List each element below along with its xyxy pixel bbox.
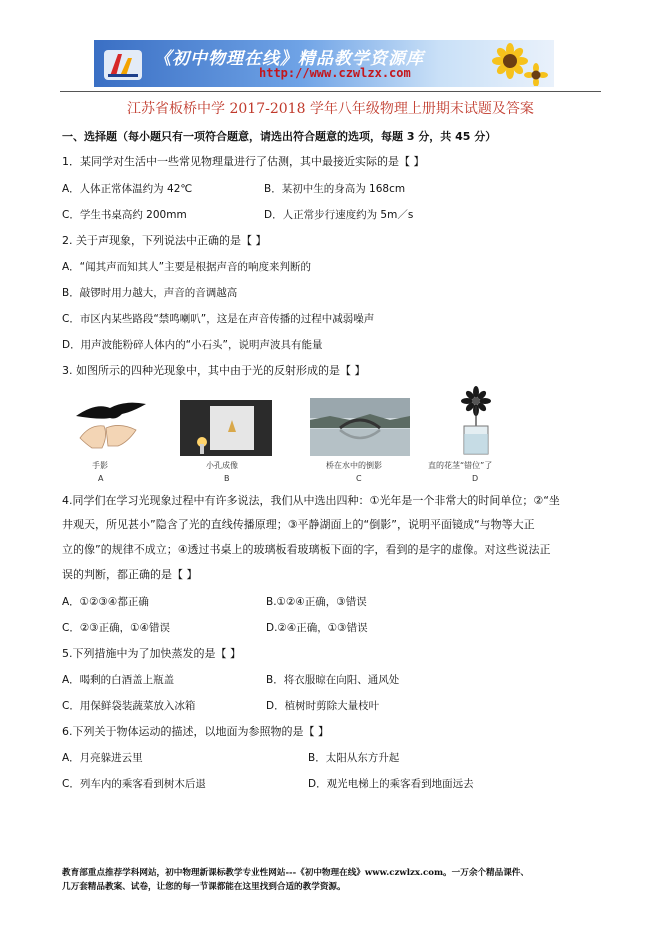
- picture-d-letter: D: [472, 474, 479, 483]
- picture-c-letter: C: [356, 474, 362, 483]
- footer-line-1: 教育部重点推荐学科网站，初中物理新课标教学专业性网站---《初中物理在线》www.czwlzx.com。一万余个精品课件、: [62, 868, 529, 878]
- footer-line-2: 几万套精品教案、试卷，让您的每一节课都能在这里找到合适的教学资源。: [62, 882, 346, 892]
- question-5-stem: 5.下列措施中为了加快蒸发的是【 】: [62, 647, 241, 660]
- question-4-line-2: 井观天，所见甚小”隐含了光的直线传播原理；③平静湖面上的“倒影”，说明平面镜成“与物等大正: [62, 518, 535, 531]
- site-logo-icon: [102, 44, 144, 84]
- question-4-line-1: 4.同学们在学习光现象过程中有许多说法，我们从中选出四种：①光年是一个非常大的时间单位；②“坐: [62, 494, 560, 507]
- question-4-option-b: B.①②④正确，③错误: [266, 596, 367, 608]
- question-5-option-c: C．用保鲜袋装蔬菜放入冰箱: [62, 700, 196, 712]
- question-6-option-c: C．列车内的乘客看到树木后退: [62, 778, 206, 790]
- banner-url[interactable]: http://www.czwlzx.com: [259, 66, 411, 80]
- question-5-option-a: A．喝剩的白酒盖上瓶盖: [62, 674, 175, 686]
- question-1-stem: 1．某同学对生活中一些常见物理量进行了估测，其中最接近实际的是【 】: [62, 155, 425, 168]
- picture-a-caption: 手影: [92, 461, 108, 470]
- question-6-option-a: A．月亮躲进云里: [62, 752, 143, 764]
- document-title: 江苏省板桥中学 2017-2018 学年八年级物理上册期末试题及答案: [127, 101, 534, 117]
- picture-c-caption: 桥在水中的倒影: [326, 461, 382, 470]
- hand-shadow-picture: [66, 398, 154, 454]
- pinhole-imaging-picture: [180, 400, 272, 456]
- question-6-stem: 6.下列关于物体运动的描述，以地面为参照物的是【 】: [62, 725, 329, 738]
- banner-title: 《初中物理在线》精品教学资源库: [154, 49, 424, 69]
- question-4-option-a: A．①②③④都正确: [62, 596, 149, 608]
- picture-d-caption: 直的花茎“错位”了: [428, 461, 493, 470]
- picture-b-caption: 小孔成像: [206, 461, 238, 470]
- question-1-option-c: C．学生书桌高约 200mm: [62, 209, 187, 221]
- question-4-line-4: 误的判断，都正确的是【 】: [62, 568, 198, 581]
- question-4-option-c: C．②③正确，①④错误: [62, 622, 170, 634]
- section-heading: 一、选择题（每小题只有一项符合题意，请选出符合题意的选项，每题 3 分，共 45 分）: [62, 130, 497, 143]
- sunflower-icon: [488, 42, 548, 86]
- question-1-option-d: D．人正常步行速度约为 5m／s: [264, 209, 414, 221]
- question-2-option-c: C．市区内某些路段“禁鸣喇叭”，这是在声音传播的过程中减弱噪声: [62, 313, 375, 325]
- question-4-option-d: D.②④正确，①③错误: [266, 622, 368, 634]
- question-2-option-d: D．用声波能粉碎人体内的“小石头”，说明声波具有能量: [62, 339, 323, 351]
- question-2-option-b: B．敲锣时用力越大，声音的音调越高: [62, 287, 238, 299]
- picture-b-letter: B: [224, 474, 230, 483]
- header-banner: [94, 40, 554, 87]
- question-6-option-d: D．观光电梯上的乘客看到地面远去: [308, 778, 474, 790]
- question-5-option-d: D．植树时剪除大量枝叶: [266, 700, 380, 712]
- question-4-line-3: 立的像”的规律不成立；④透过书桌上的玻璃板看玻璃板下面的字，看到的是字的虚像。对这些说法正: [62, 543, 551, 556]
- header-rule: [60, 91, 601, 92]
- question-2-option-a: A．“闻其声而知其人”主要是根据声音的响度来判断的: [62, 261, 312, 273]
- bridge-reflection-picture: [310, 398, 410, 456]
- question-2-stem: 2. 关于声现象，下列说法中正确的是【 】: [62, 234, 267, 247]
- question-6-option-b: B．太阳从东方升起: [308, 752, 400, 764]
- picture-a-letter: A: [98, 474, 104, 483]
- question-3-stem: 3. 如图所示的四种光现象中，其中由于光的反射形成的是【 】: [62, 364, 366, 377]
- question-1-option-b: B．某初中生的身高为 168cm: [264, 183, 406, 195]
- question-1-option-a: A．人体正常体温约为 42℃: [62, 183, 193, 195]
- flower-in-water-picture: [456, 386, 496, 456]
- question-5-option-b: B．将衣服晾在向阳、通风处: [266, 674, 400, 686]
